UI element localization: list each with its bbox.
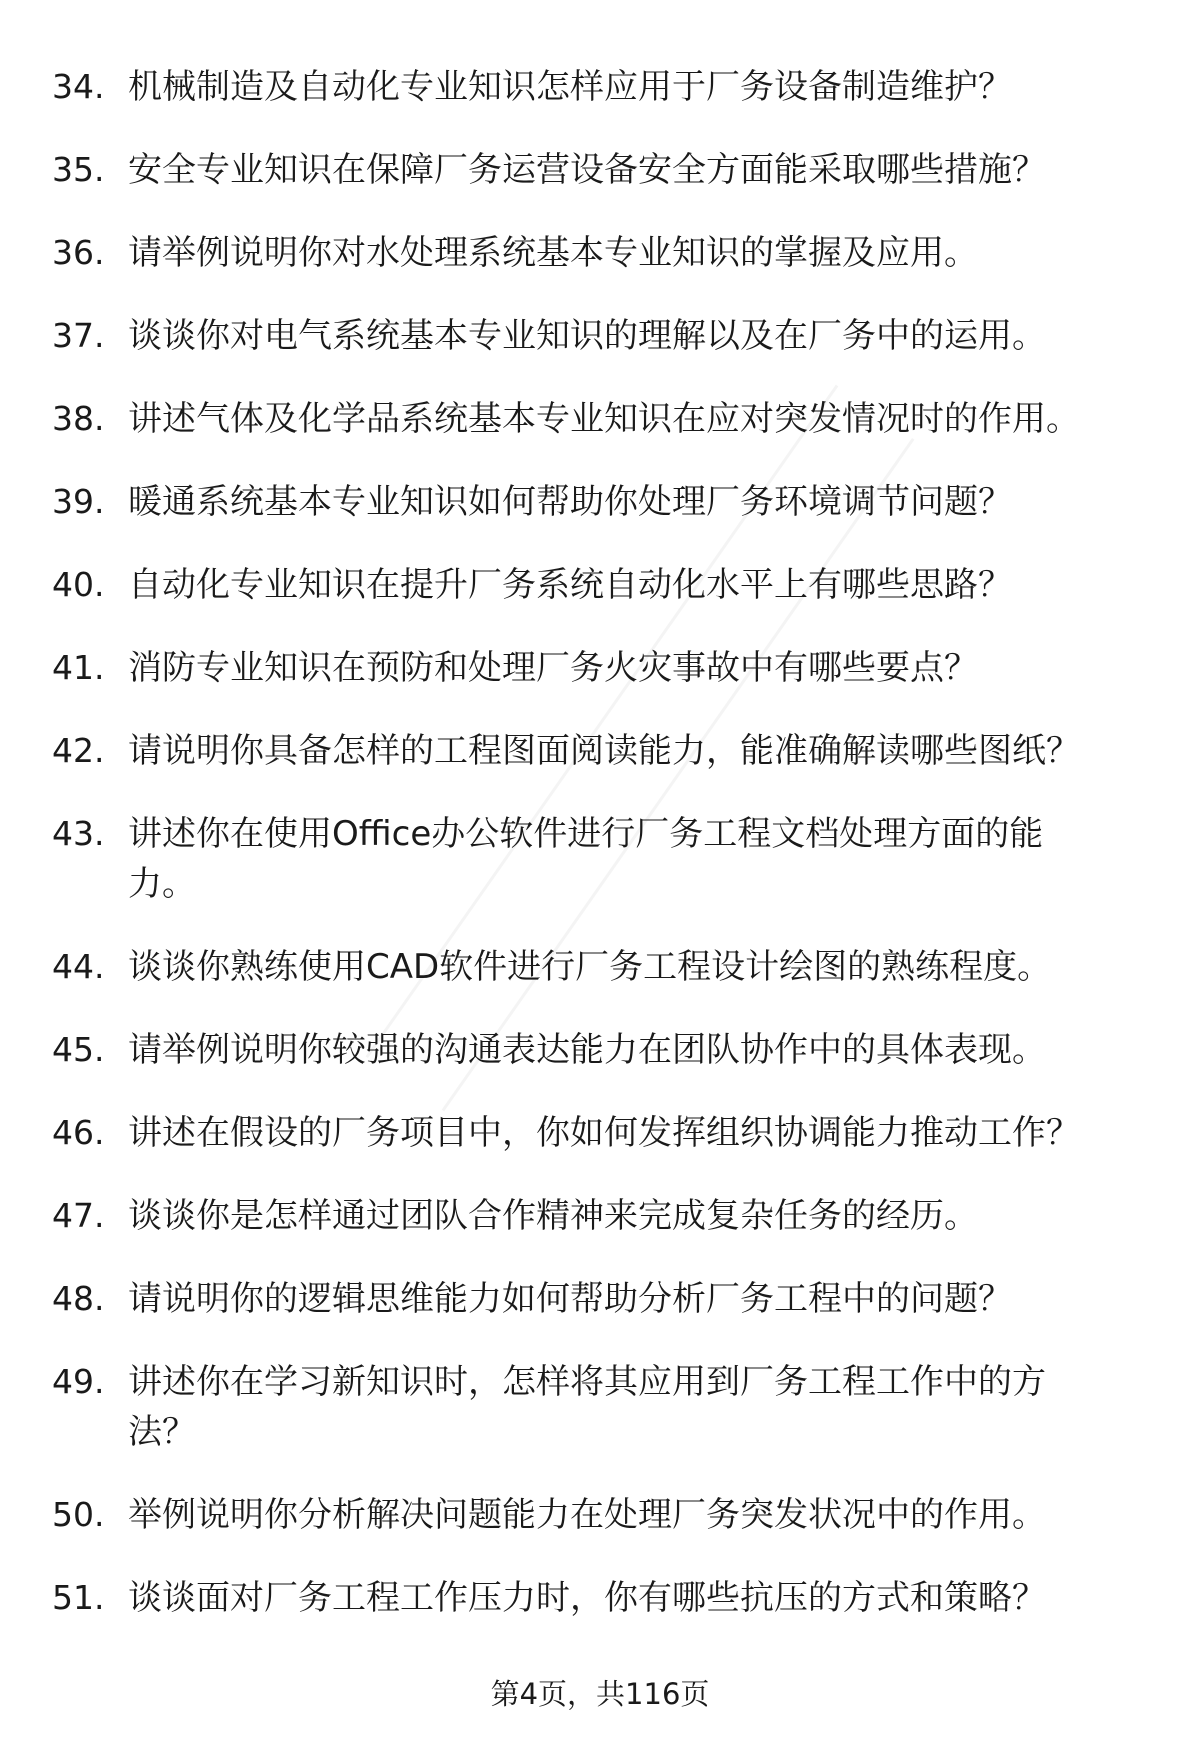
item-number: 51. (52, 1578, 105, 1617)
item-number: 44. (52, 947, 105, 986)
item-text (128, 643, 978, 693)
item-number: 48. (52, 1279, 105, 1318)
item-text (128, 726, 1080, 776)
list-item (0, 1490, 1200, 1540)
list-item (0, 643, 1200, 693)
list-item (0, 726, 1200, 776)
page-footer: 第4页，共116页 (490, 1677, 710, 1711)
item-text-line: 力。 (128, 864, 196, 904)
item-text-line: 谈谈你对电气系统基本专业知识的理解以及在厂务中的运用。 (128, 316, 1046, 356)
item-text-line: 安全专业知识在保障厂务运营设备安全方面能采取哪些措施？ (128, 150, 1046, 190)
item-text (128, 1357, 1046, 1457)
item-text-line: 举例说明你分析解决问题能力在处理厂务突发状况中的作用。 (128, 1495, 1046, 1535)
item-text (128, 809, 1043, 909)
item-number: 50. (52, 1495, 105, 1534)
item-text-line: 谈谈面对厂务工程工作压力时，你有哪些抗压的方式和策略？ (128, 1578, 1046, 1618)
item-text (128, 942, 1051, 992)
item-text (128, 1191, 978, 1241)
item-text (128, 560, 1012, 610)
list-item (0, 1108, 1200, 1158)
item-text-line: 谈谈你是怎样通过团队合作精神来完成复杂任务的经历。 (128, 1196, 978, 1236)
item-text (128, 1490, 1046, 1540)
list-item (0, 809, 1200, 909)
item-text (128, 228, 978, 278)
item-number: 36. (52, 233, 105, 272)
item-text-line: 机械制造及自动化专业知识怎样应用于厂务设备制造维护？ (128, 67, 1012, 107)
item-number: 45. (52, 1030, 105, 1069)
item-text (128, 477, 1012, 527)
list-item (0, 1573, 1200, 1623)
item-number: 39. (52, 482, 105, 521)
list-item (0, 1191, 1200, 1241)
item-text-line: 讲述在假设的厂务项目中，你如何发挥组织协调能力推动工作？ (128, 1113, 1080, 1153)
item-text-line: 请举例说明你较强的沟通表达能力在团队协作中的具体表现。 (128, 1030, 1046, 1070)
item-text-line: 讲述你在学习新知识时，怎样将其应用到厂务工程工作中的方 (128, 1362, 1046, 1402)
item-number: 42. (52, 731, 105, 770)
item-number: 34. (52, 67, 105, 106)
item-text-line: 讲述气体及化学品系统基本专业知识在应对突发情况时的作用。 (128, 399, 1080, 439)
item-text (128, 62, 1012, 112)
list-item (0, 942, 1200, 992)
item-text-line: 请说明你的逻辑思维能力如何帮助分析厂务工程中的问题？ (128, 1279, 1012, 1319)
item-text (128, 145, 1046, 195)
item-text (128, 394, 1080, 444)
list-item (0, 311, 1200, 361)
list-item (0, 1357, 1200, 1457)
item-text (128, 1108, 1080, 1158)
item-text-line: 自动化专业知识在提升厂务系统自动化水平上有哪些思路？ (128, 565, 1012, 605)
item-number: 37. (52, 316, 105, 355)
list-item (0, 394, 1200, 444)
question-list (0, 62, 1200, 1656)
item-text-line: 请举例说明你对水处理系统基本专业知识的掌握及应用。 (128, 233, 978, 273)
item-number: 40. (52, 565, 105, 604)
item-text-line: 请说明你具备怎样的工程图面阅读能力，能准确解读哪些图纸？ (128, 731, 1080, 771)
item-text-line: 消防专业知识在预防和处理厂务火灾事故中有哪些要点？ (128, 648, 978, 688)
item-text (128, 311, 1046, 361)
item-text-line: 谈谈你熟练使用CAD软件进行厂务工程设计绘图的熟练程度。 (128, 947, 1052, 987)
item-number: 38. (52, 399, 105, 438)
list-item (0, 560, 1200, 610)
item-number: 35. (52, 150, 105, 189)
list-item (0, 1025, 1200, 1075)
list-item (0, 62, 1200, 112)
item-text-line: 暖通系统基本专业知识如何帮助你处理厂务环境调节问题？ (128, 482, 1012, 522)
list-item (0, 1274, 1200, 1324)
list-item (0, 145, 1200, 195)
list-item (0, 228, 1200, 278)
item-text (128, 1025, 1046, 1075)
item-number: 49. (52, 1362, 105, 1401)
item-text (128, 1274, 1012, 1324)
item-number: 46. (52, 1113, 105, 1152)
item-text (128, 1573, 1046, 1623)
list-item (0, 477, 1200, 527)
item-number: 47. (52, 1196, 105, 1235)
item-number: 41. (52, 648, 105, 687)
item-number: 43. (52, 814, 105, 853)
item-text-line: 法？ (128, 1412, 196, 1452)
item-text-line: 讲述你在使用Office办公软件进行厂务工程文档处理方面的能 (128, 814, 1044, 854)
